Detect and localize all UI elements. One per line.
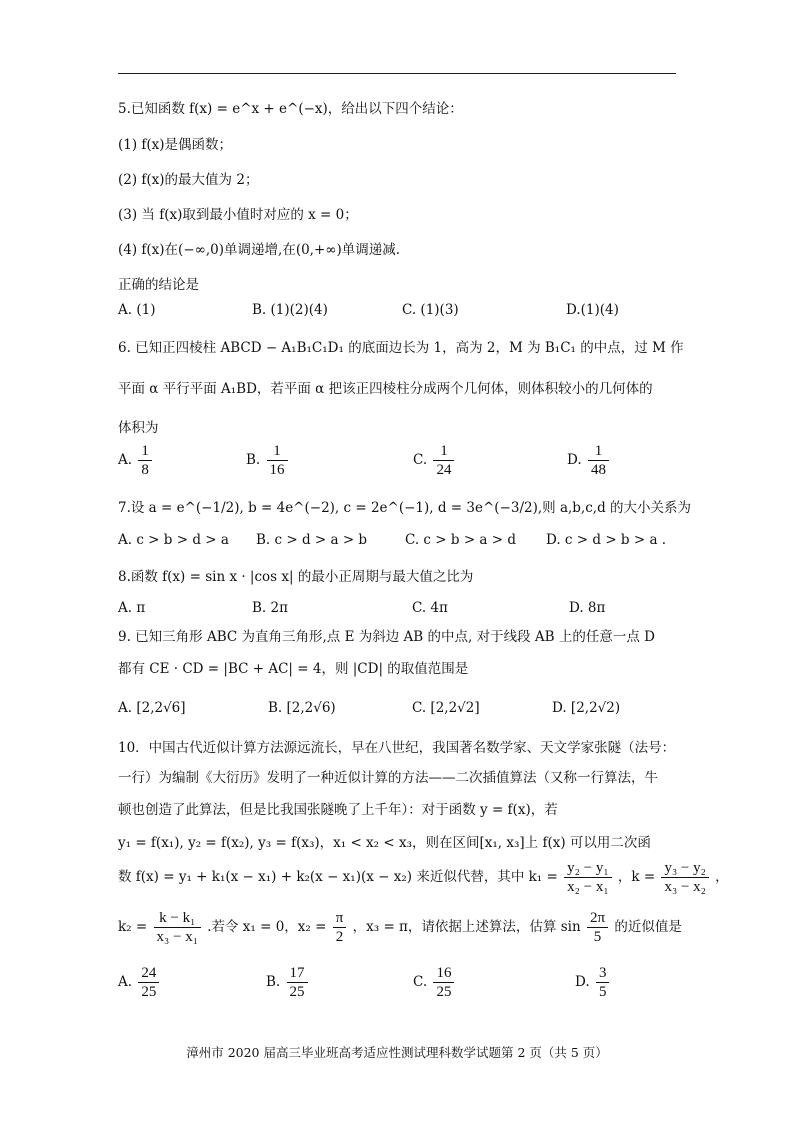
q6-line-1: 6. 已知正四棱柱 ABCD − A₁B₁C₁D₁ 的底面边长为 1，高为 2，M 为 B₁C₁ 的中点，过 M 作 bbox=[118, 340, 684, 356]
x2-fraction: $\frac{\pi}{2}$ bbox=[333, 909, 347, 946]
q10-option-d: D. $\frac{3}{5}$ bbox=[575, 964, 611, 1001]
q7-option-c: C. c > b > a > d bbox=[405, 532, 517, 548]
q8-option-c: C. 4π bbox=[412, 600, 448, 616]
q7-option-d: D. c > d > b > a . bbox=[546, 532, 667, 548]
q10-line-4: y₁ = f(x₁), y₂ = f(x₂), y₃ = f(x₃)，x₁ < x₂ < x₃，则在区间[x₁, x₃]上 f(x) 可以用二次函 bbox=[118, 835, 651, 851]
q5-conclusion-3: (3) 当 f(x)取到最小值时对应的 x = 0； bbox=[118, 207, 358, 223]
q9-option-c: C. [2,2√2] bbox=[412, 700, 480, 716]
q10-line-1: 10．中国古代近似计算方法源远流长，早在八世纪，我国著名数学家、天文学家张隧（法号： bbox=[118, 740, 676, 756]
q7-stem: 7.设 a = e^(−1/2), b = 4e^(−2), c = 2e^(−1), d = 3e^(−3/2),则 a,b,c,d 的大小关系为 bbox=[118, 500, 692, 516]
q5-conclusion-1: (1) f(x)是偶函数； bbox=[118, 137, 233, 153]
k1-fraction: $\frac{\text{y₂ − y₁}}{\text{x₂ − x₁}}$ bbox=[564, 859, 611, 896]
q6-line-3: 体积为 bbox=[118, 420, 159, 436]
q8-option-d: D. 8π bbox=[569, 600, 606, 616]
q7-option-a: A. c > b > d > a bbox=[118, 532, 229, 548]
q9-line-2: 都有 CE · CD = |BC + AC| = 4，则 |CD| 的取值范围是 bbox=[118, 661, 469, 677]
q5-conclusion-4: (4) f(x)在(−∞,0)单调递增,在(0,+∞)单调递减. bbox=[118, 242, 401, 258]
q10-line-6: k₂ = $\frac{\text{k − k₁}}{\text{x₃ − x₁}}$ .若令 x₁ = 0，x₂ = $\frac{\pi}{2}$ ，x₃ = π，请依据上述算法，估算 sin $\frac{2\pi}{5}$ 的近似值是 bbox=[118, 910, 682, 945]
q9-option-d: D. [2,2√2) bbox=[552, 700, 621, 716]
q8-option-a: A. π bbox=[118, 600, 146, 616]
q6-option-a: A. $\frac{1}{8}$ bbox=[118, 442, 154, 479]
q6-option-d: D. $\frac{1}{48}$ bbox=[567, 442, 611, 479]
q10-line-5: 数 f(x) = y₁ + k₁(x − x₁) + k₂(x − x₁)(x − x₂) 来近似代替，其中 k₁ = $\frac{\text{y₂ − y₁}}{\text{x₂ − x₁}}$ ，k = $\frac{\text{y₃ − y₂}}{\text{x₃ − x₂}}$ ， bbox=[118, 860, 729, 895]
q5-stem: 5.已知函数 f(x) = e^x + e^(−x)，给出以下四个结论： bbox=[118, 101, 463, 117]
q8-stem: 8.函数 f(x) = sin x · |cos x| 的最小正周期与最大值之比为 bbox=[118, 569, 474, 585]
q10-option-a: A. $\frac{24}{25}$ bbox=[118, 964, 161, 1001]
q8-option-b: B. 2π bbox=[252, 600, 288, 616]
q5-option-d: D.(1)(4) bbox=[566, 302, 619, 318]
q5-ask: 正确的结论是 bbox=[118, 277, 199, 293]
q9-option-b: B. [2,2√6) bbox=[268, 700, 336, 716]
q10-option-b: B. $\frac{17}{25}$ bbox=[266, 964, 310, 1001]
q5-option-a: A. (1) bbox=[118, 302, 156, 318]
page-footer: 漳州市 2020 届高三毕业班高考适应性测试理科数学试题第 2 页（共 5 页） bbox=[186, 1045, 608, 1060]
q9-line-1: 9. 已知三角形 ABC 为直角三角形,点 E 为斜边 AB 的中点, 对于线段 AB 上的任意一点 D bbox=[118, 629, 655, 645]
k2-fraction: $\frac{\text{k − k₁}}{\text{x₃ − x₁}}$ bbox=[154, 909, 201, 946]
q6-option-b: B. $\frac{1}{16}$ bbox=[246, 442, 290, 479]
k-fraction: $\frac{\text{y₃ − y₂}}{\text{x₃ − x₂}}$ bbox=[661, 859, 708, 896]
header-rule bbox=[118, 73, 676, 74]
q5-conclusion-2: (2) f(x)的最大值为 2； bbox=[118, 172, 259, 188]
sin-argument-fraction: $\frac{2\pi}{5}$ bbox=[587, 909, 608, 946]
q10-line-3: 顿也创造了此算法，但是比我国张隧晚了上千年）：对于函数 y = f(x)，若 bbox=[118, 802, 558, 818]
q10-option-c: C. $\frac{16}{25}$ bbox=[413, 964, 456, 1001]
q10-line-2: 一行）为编制《大衍历》发明了一种近似计算的方法——二次插值算法（又称一行算法，牛 bbox=[118, 770, 658, 786]
q9-option-a: A. [2,2√6] bbox=[118, 700, 186, 716]
q6-line-2: 平面 α 平行平面 A₁BD，若平面 α 把该正四棱柱分成两个几何体，则体积较小的几何体的 bbox=[118, 381, 653, 397]
q5-option-b: B. (1)(2)(4) bbox=[252, 302, 328, 318]
q6-option-c: C. $\frac{1}{24}$ bbox=[413, 442, 456, 479]
q5-option-c: C. (1)(3) bbox=[402, 302, 459, 318]
q7-option-b: B. c > d > a > b bbox=[256, 532, 368, 548]
